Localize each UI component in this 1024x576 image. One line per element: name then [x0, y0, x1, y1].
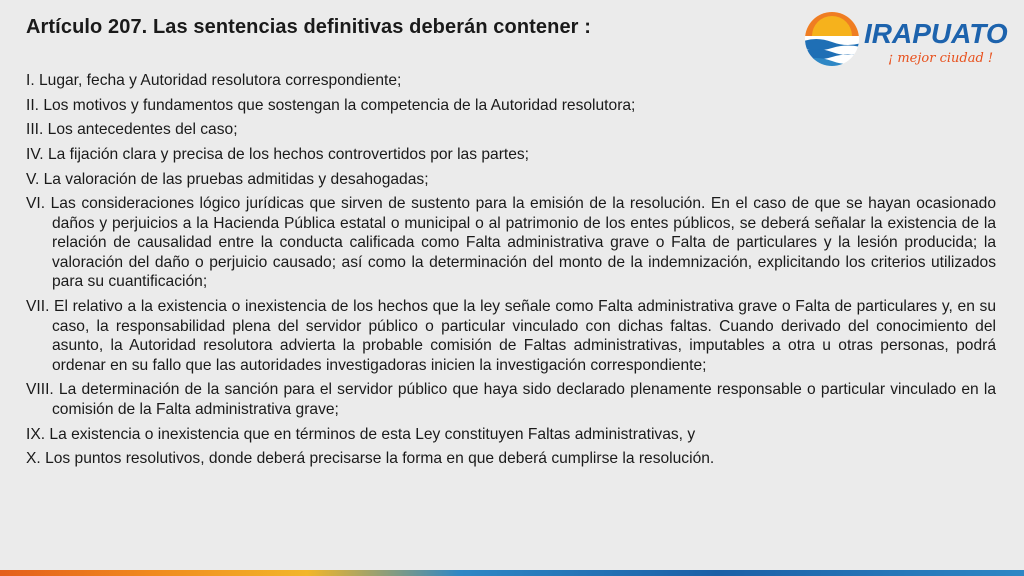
list-item: VI. Las consideraciones lógico jurídicas que sirven de sustento para la emisión de la resolución. En el caso de que se hayan ocasionado daños y perjuicios a la Hacienda Pública estatal o municipal o al patrimonio de los entes públicos, se deberá señalar la existencia de la relación de causalidad entre la conducta calificada como Falta administrativa grave o Falta de particulares y la lesión producida; la valoración del daño o perjuicio causado; así como la determinación del monto de la indemnización, explicitando los criterios utilizados para su cuantificación;: [26, 195, 996, 291]
list-item: III. Los antecedentes del caso;: [26, 121, 238, 139]
bottom-color-bar: [0, 570, 1024, 576]
list-item: VIII. La determinación de la sanción para el servidor público que haya sido declarado plenamente responsable o particular vinculado en la comisión de la Falta administrativa grave;: [26, 381, 996, 418]
list-item: VII. El relativo a la existencia o inexistencia de los hechos que la ley señale como Falta administrativa grave o Falta de particulares y, en su caso, la responsabilidad plena del servidor público o particular vinculado con dichas faltas. Cuando derivado del conocimiento del asunto, la Autoridad resolutora advierta la probable comisión de Faltas administrativas, imputables a otra u otras personas, podrá ordenar en su fallo que las autoridades investigadoras inicien la investigación correspondiente;: [26, 298, 996, 374]
list-item: I. Lugar, fecha y Autoridad resolutora correspondiente;: [26, 72, 402, 89]
logo-wordmark: IRAPUATO: [864, 18, 1008, 49]
logo-tagline: ¡ mejor ciudad !: [888, 51, 994, 66]
irapuato-logo: [796, 6, 1018, 72]
list-item: II. Los motivos y fundamentos que sostengan la competencia de la Autoridad resolutora;: [26, 96, 636, 114]
slide-title: Artículo 207. Las sentencias definitivas deberán contener :: [26, 16, 591, 38]
requirements-list: [26, 71, 996, 474]
list-item: V. La valoración de las pruebas admitidas y desahogadas;: [26, 170, 429, 188]
list-item: X. Los puntos resolutivos, donde deberá precisarse la forma en que deberá cumplirse la resolución.: [26, 450, 715, 468]
list-item: IV. La fijación clara y precisa de los hechos controvertidos por las partes;: [26, 146, 530, 164]
list-item: IX. La existencia o inexistencia que en términos de esta Ley constituyen Faltas administrativas, y: [26, 425, 696, 443]
